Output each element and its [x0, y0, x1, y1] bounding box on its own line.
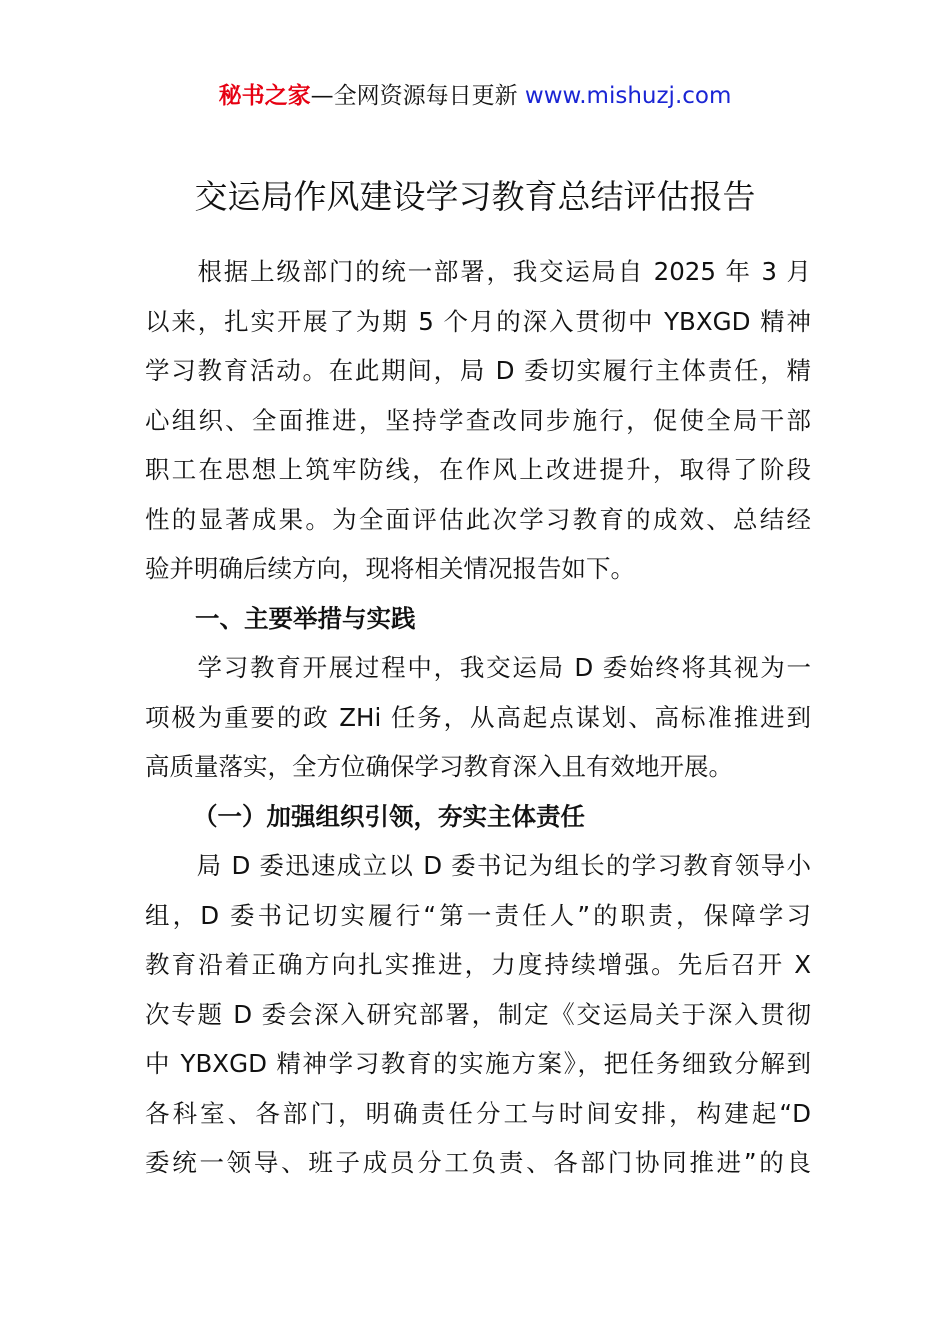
document-body — [145, 247, 811, 1188]
section-heading: 一、主要举措与实践 — [195, 603, 416, 633]
text-line: 职工在思想上筑牢防线，在作风上改进提升，取得了阶段 — [145, 455, 811, 484]
text-line: 组，D 委书记切实履行“第一责任人”的职责，保障学习 — [145, 900, 811, 930]
site-url-link[interactable]: www.mishuzj.com — [524, 83, 732, 109]
intro-paragraph — [145, 247, 811, 594]
section1-paragraph — [145, 643, 811, 792]
text-line: 根据上级部门的统一部署，我交运局自 2025 年 3 月 — [145, 257, 811, 286]
text-line: 项极为重要的政 ZHi 任务，从高起点谋划、高标准推进到 — [145, 702, 811, 732]
document-title: 交运局作风建设学习教育总结评估报告 — [194, 177, 756, 216]
text-line: 高质量落实，全方位确保学习教育深入且有效地开展。 — [145, 752, 733, 781]
text-line: 以来，扎实开展了为期 5 个月的深入贯彻中 YBXGD 精神 — [145, 306, 811, 336]
text-line: 各科室、各部门，明确责任分工与时间安排，构建起“D — [145, 1098, 811, 1128]
subsection-heading: （一）加强组织引领，夯实主体责任 — [193, 801, 585, 831]
text-line: 心组织、全面推进，坚持学查改同步施行，促使全局干部 — [145, 405, 811, 435]
text-line: 性的显著成果。为全面评估此次学习教育的成效、总结经 — [145, 504, 811, 534]
text-line: 教育沿着正确方向扎实推进，力度持续增强。先后召开 X — [145, 950, 811, 979]
text-line: 学习教育活动。在此期间，局 D 委切实履行主体责任，精 — [145, 356, 811, 385]
site-tagline: —全网资源每日更新 — [310, 83, 518, 109]
text-line: 次专题 D 委会深入研究部署，制定《交运局关于深入贯彻 — [145, 999, 811, 1029]
text-line: 中 YBXGD 精神学习教育的实施方案》，把任务细致分解到 — [145, 1049, 811, 1078]
text-line: 学习教育开展过程中，我交运局 D 委始终将其视为一 — [145, 653, 811, 682]
site-header — [0, 80, 950, 112]
text-line: 验并明确后续方向，现将相关情况报告如下。 — [145, 554, 635, 583]
text-line: 委统一领导、班子成员分工负责、各部门协同推进”的良 — [145, 1148, 811, 1177]
text-line: 局 D 委迅速成立以 D 委书记为组长的学习教育领导小 — [145, 851, 811, 880]
subsection1-paragraph — [145, 841, 811, 1188]
site-brand: 秘书之家 — [218, 83, 311, 109]
